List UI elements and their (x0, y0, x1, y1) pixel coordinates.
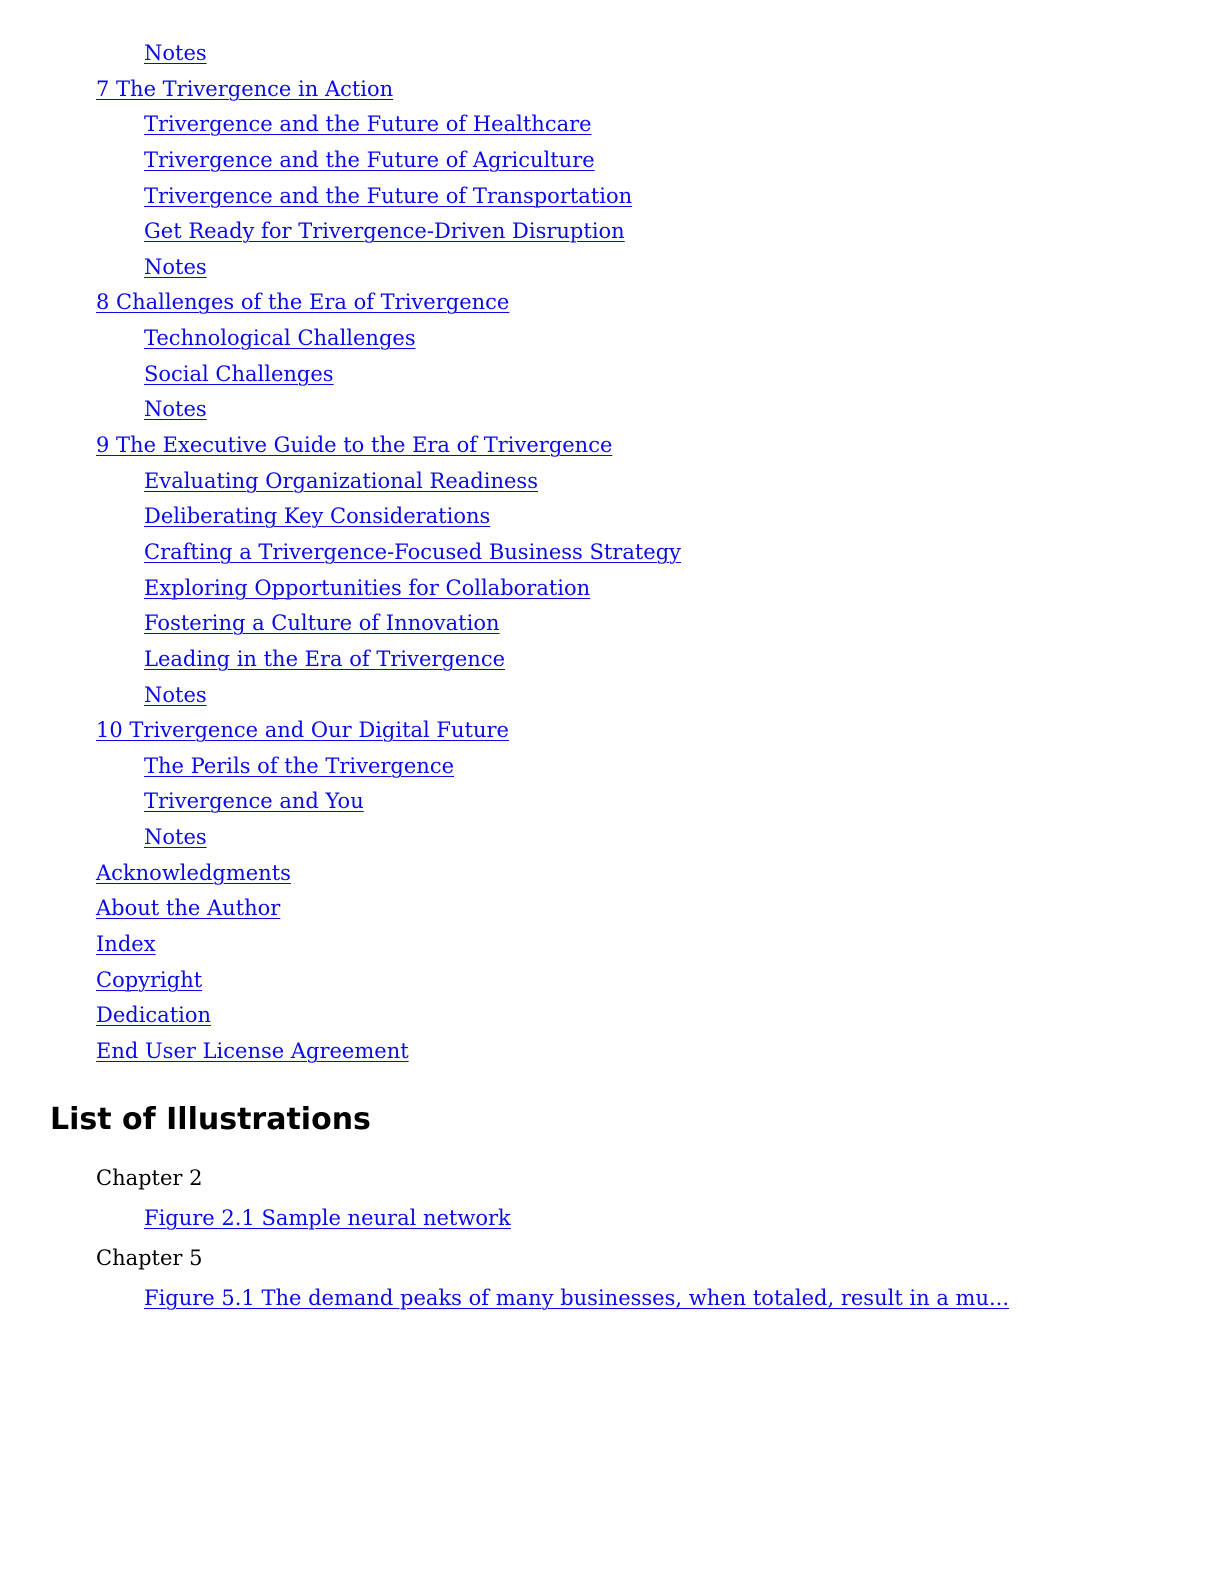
toc-link[interactable]: 8 Challenges of the Era of Trivergence (96, 290, 510, 315)
toc-link[interactable]: Trivergence and the Future of Transportation (144, 183, 633, 208)
toc-item-notes-ch10 (0, 820, 1224, 856)
toc-item-notes-ch6 (0, 36, 1224, 72)
loi-figure-item (0, 1198, 1224, 1238)
toc-item (0, 107, 1224, 143)
toc-item-acknowledgments (0, 856, 1224, 892)
toc-link[interactable]: Technological Challenges (144, 326, 416, 351)
toc-link[interactable]: Evaluating Organizational Readiness (144, 468, 538, 493)
list-of-illustrations-heading: List of Illustrations (50, 1102, 371, 1137)
toc-item (0, 143, 1224, 179)
toc-item (0, 784, 1224, 820)
toc-link[interactable]: Notes (144, 254, 207, 279)
toc-item (0, 571, 1224, 607)
toc-link[interactable]: Trivergence and the Future of Healthcare (144, 112, 592, 137)
toc-link[interactable]: Get Ready for Trivergence-Driven Disruption (144, 219, 625, 244)
toc-link[interactable]: Crafting a Trivergence-Focused Business Strategy (144, 539, 682, 564)
toc-link[interactable]: 9 The Executive Guide to the Era of Trivergence (96, 433, 613, 458)
toc-item (0, 749, 1224, 785)
toc-item-notes-ch9 (0, 678, 1224, 714)
toc-link[interactable]: Notes (144, 825, 207, 850)
toc-link[interactable]: Trivergence and You (144, 789, 364, 814)
toc-link[interactable]: Leading in the Era of Trivergence (144, 646, 506, 671)
toc-chapter-7 (0, 72, 1224, 108)
toc-link[interactable]: Trivergence and the Future of Agriculture (144, 147, 595, 172)
toc-item (0, 535, 1224, 571)
table-of-contents (0, 36, 1224, 1070)
toc-item-eula (0, 1034, 1224, 1070)
toc-link[interactable]: Notes (144, 41, 207, 65)
toc-item-notes-ch8 (0, 392, 1224, 428)
toc-item-index (0, 927, 1224, 963)
loi-chapter-label: Chapter 5 (96, 1246, 203, 1270)
toc-item-copyright (0, 963, 1224, 999)
toc-chapter-10 (0, 713, 1224, 749)
toc-item-notes-ch7 (0, 250, 1224, 286)
toc-chapter-9 (0, 428, 1224, 464)
toc-item-dedication (0, 998, 1224, 1034)
toc-item (0, 214, 1224, 250)
toc-item (0, 606, 1224, 642)
toc-link[interactable]: 10 Trivergence and Our Digital Future (96, 718, 509, 743)
toc-item (0, 321, 1224, 357)
toc-link[interactable]: Notes (144, 682, 207, 707)
toc-link[interactable]: Social Challenges (144, 361, 334, 386)
toc-item (0, 357, 1224, 393)
toc-link[interactable]: 7 The Trivergence in Action (96, 76, 394, 101)
toc-link[interactable]: The Perils of the Trivergence (144, 753, 455, 778)
figure-link[interactable]: Figure 2.1 Sample neural network (144, 1206, 511, 1230)
loi-chapter-label: Chapter 2 (96, 1166, 203, 1190)
toc-chapter-8 (0, 285, 1224, 321)
toc-link[interactable]: End User License Agreement (96, 1038, 409, 1063)
toc-link[interactable]: Acknowledgments (96, 860, 291, 885)
toc-item (0, 499, 1224, 535)
toc-link[interactable]: Dedication (96, 1003, 212, 1028)
toc-link[interactable]: Copyright (96, 967, 203, 992)
toc-link[interactable]: Deliberating Key Considerations (144, 504, 491, 529)
toc-link[interactable]: Exploring Opportunities for Collaboration (144, 575, 591, 600)
toc-link[interactable]: Fostering a Culture of Innovation (144, 611, 500, 636)
list-of-illustrations (0, 1158, 1224, 1318)
toc-item-about-author (0, 891, 1224, 927)
figure-link[interactable]: Figure 5.1 The demand peaks of many businesses, when totaled, result in a mu... (144, 1286, 1010, 1310)
toc-item (0, 642, 1224, 678)
toc-link[interactable]: Index (96, 932, 156, 957)
loi-figure-item (0, 1278, 1224, 1318)
toc-link[interactable]: About the Author (96, 896, 281, 921)
toc-item (0, 179, 1224, 215)
toc-item (0, 464, 1224, 500)
toc-link[interactable]: Notes (144, 397, 207, 422)
